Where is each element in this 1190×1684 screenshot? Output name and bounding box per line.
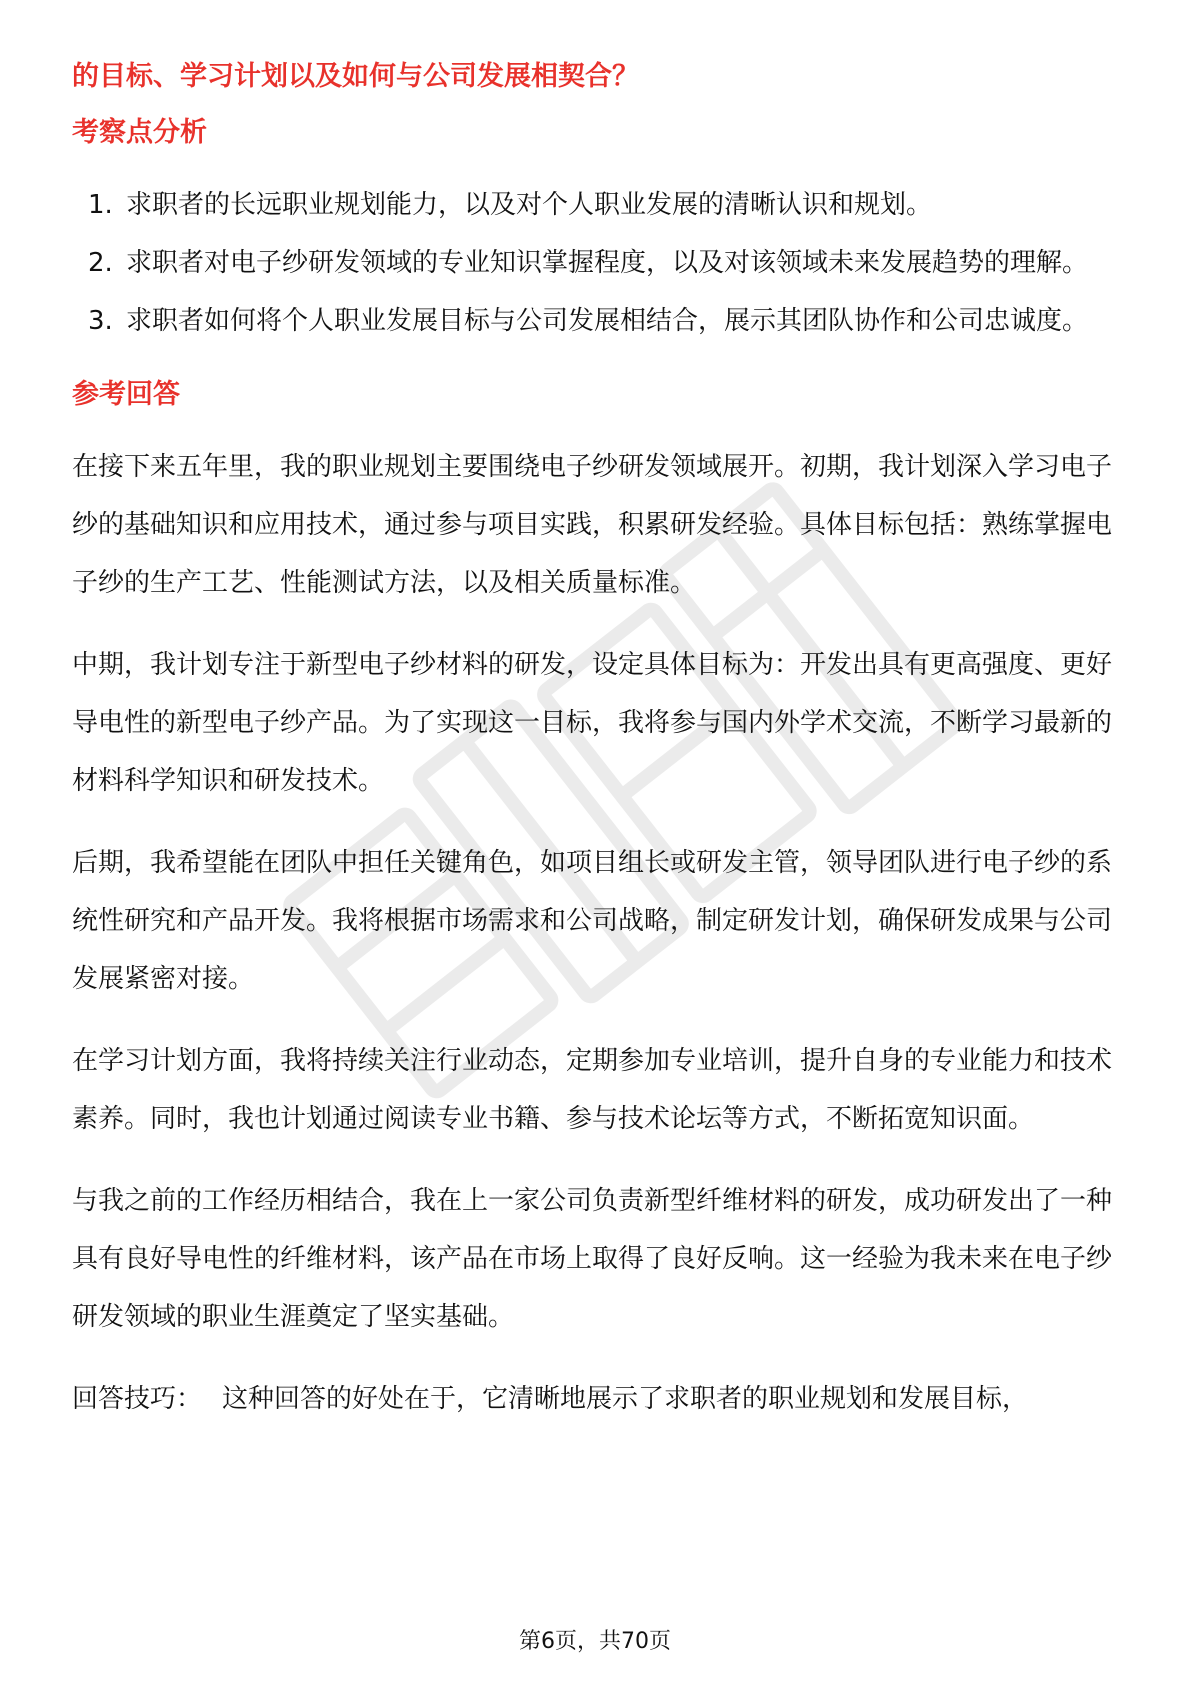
answer-paragraph: 与我之前的工作经历相结合，我在上一家公司负责新型纤维材料的研发，成功研发出了一种具有良好导电性的纤维材料，该产品在市场上取得了良好反响。这一经验为我未来在电子纱研发领域的职业生涯奠定了坚实基础。 (72, 1186, 1113, 1332)
answer-paragraph: 中期，我计划专注于新型电子纱材料的研发，设定具体目标为：开发出具有更高强度、更好导电性的新型电子纱产品。为了实现这一目标，我将参与国内外学术交流，不断学习最新的材料科学知识和研发技术。 (72, 650, 1113, 796)
question-continuation: 的目标、学习计划以及如何与公司发展相契合？ (72, 61, 639, 92)
analysis-point (72, 176, 1122, 234)
tip-text: 这种回答的好处在于，它清晰地展示了求职者的职业规划和发展目标， (222, 1384, 1029, 1414)
tip-label: 回答技巧： (72, 1384, 203, 1414)
answer-paragraph: 在学习计划方面，我将持续关注行业动态，定期参加专业培训，提升自身的专业能力和技术素养。同时，我也计划通过阅读专业书籍、参与技术论坛等方式，不断拓宽知识面。 (72, 1046, 1113, 1134)
analysis-heading: 考察点分析 (72, 117, 207, 148)
list-number: 3. (88, 306, 113, 336)
answer-tip (72, 1370, 1122, 1428)
answer-heading: 参考回答 (72, 379, 180, 410)
analysis-point (72, 292, 1122, 350)
list-number: 2. (88, 248, 113, 278)
analysis-point-text: 求职者如何将个人职业发展目标与公司发展相结合，展示其团队协作和公司忠诚度。 (126, 306, 1089, 336)
answer-paragraph: 在接下来五年里，我的职业规划主要围绕电子纱研发领域展开。初期，我计划深入学习电子纱的基础知识和应用技术，通过参与项目实践，积累研发经验。具体目标包括：熟练掌握电子纱的生产工艺、性能测试方法，以及相关质量标准。 (72, 452, 1113, 598)
analysis-points-list (72, 176, 1122, 350)
answer-paragraph: 后期，我希望能在团队中担任关键角色，如项目组长或研发主管，领导团队进行电子纱的系统性研究和产品开发。我将根据市场需求和公司战略，制定研发计划，确保研发成果与公司发展紧密对接。 (72, 848, 1113, 994)
page-number-footer: 第6页，共70页 (519, 1629, 671, 1654)
analysis-point-text: 求职者对电子纱研发领域的专业知识掌握程度，以及对该领域未来发展趋势的理解。 (126, 248, 1089, 278)
analysis-point-text: 求职者的长远职业规划能力，以及对个人职业发展的清晰认识和规划。 (126, 190, 933, 220)
list-number: 1. (88, 190, 113, 220)
page-content (72, 56, 1122, 1428)
analysis-point (72, 234, 1122, 292)
